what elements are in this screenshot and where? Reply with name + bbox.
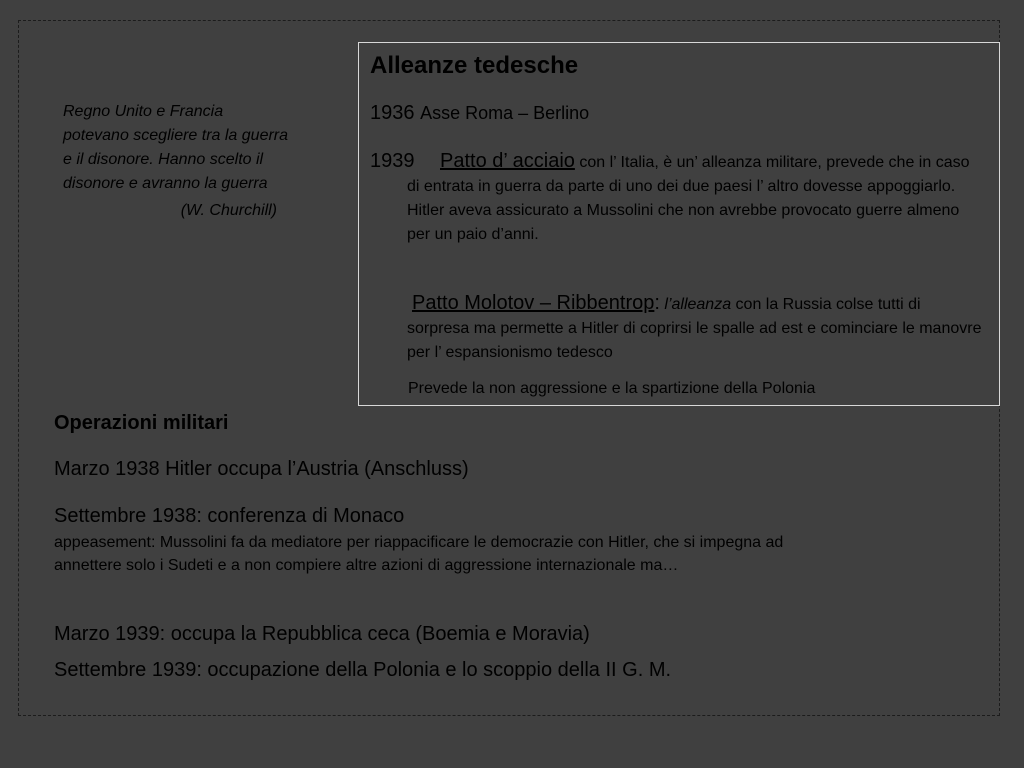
molotov-desc: con la Russia colse tutti di sorpresa ma permette a Hitler di coprirsi le spalle ad est e cominciare le manovre per l’ espansionismo tedesco — [407, 296, 982, 361]
op-monaco: Settembre 1938: conferenza di Monaco — [54, 505, 405, 527]
operations-title: Operazioni militari — [54, 412, 229, 434]
molotov-link[interactable]: Patto Molotov – Ribbentrop — [412, 292, 655, 314]
op-boemia: Marzo 1939: occupa la Repubblica ceca (Boemia e Moravia) — [54, 623, 590, 645]
alliances-title: Alleanze tedesche — [370, 52, 579, 79]
asse-roma-berlino: Asse Roma – Berlino — [420, 103, 590, 123]
patto-acciaio-desc: con l’ Italia, è un’ alleanza militare, prevede che in caso di entrata in guerra da parte di uno dei due paesi l’ altro dovesse appoggiarlo. Hitler aveva assicurato a Mussolini che non avrebbe provocato guerre almeno per un paio d’anni. — [407, 154, 970, 243]
year-1939: 1939 — [370, 150, 415, 172]
patto-acciaio-link[interactable]: Patto d’ acciaio — [440, 150, 575, 172]
molotov-para — [407, 291, 987, 365]
op-polonia: Settembre 1939: occupazione della Polonia e lo scoppio della II G. M. — [54, 659, 672, 681]
patto-acciaio-para — [407, 149, 982, 247]
op-appeasement: appeasement: Mussolini fa da mediatore per riappacificare le democrazie con Hitler, che si impegna ad annettere solo i Sudeti e a non compiere altre azioni di aggressione internazionale ma… — [54, 534, 784, 574]
molotov-desc-italic: l’alleanza — [659, 296, 732, 313]
churchill-quote — [63, 100, 293, 223]
molotov-note: Prevede la non aggressione e la spartizione della Polonia — [408, 380, 816, 397]
year-1936: 1936 — [370, 102, 415, 124]
quote-author: (W. Churchill) — [180, 202, 277, 219]
op-anschluss: Marzo 1938 Hitler occupa l’Austria (Anschluss) — [54, 458, 469, 480]
alliances-box — [358, 42, 1000, 406]
alliance-1936 — [370, 101, 589, 125]
quote-text: Regno Unito e Francia potevano scegliere tra la guerra e il disonore. Hanno scelto il disonore e avranno la guerra — [63, 103, 289, 192]
molotov-colon: : — [654, 292, 660, 314]
